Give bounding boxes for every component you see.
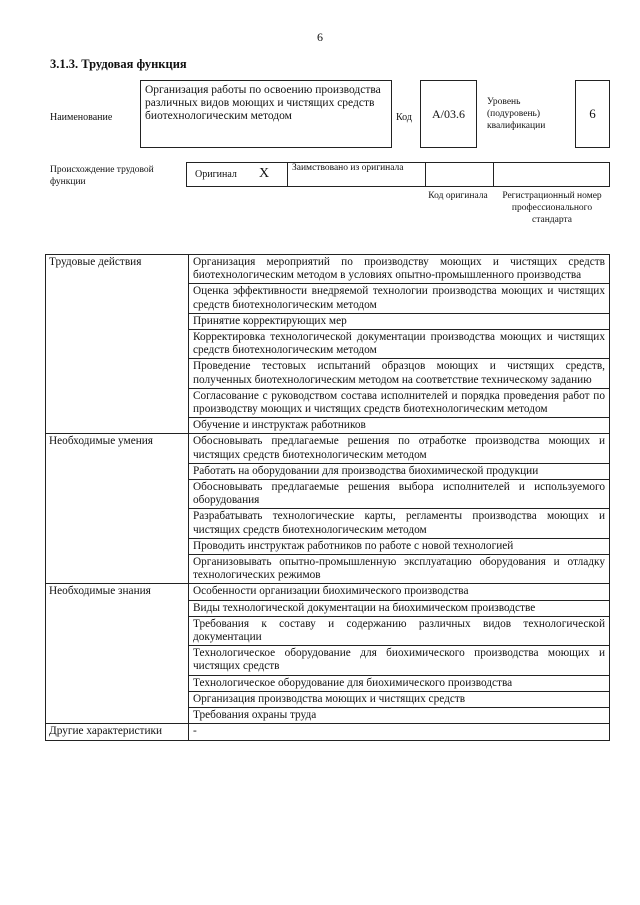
- section-title: 3.1.3. Трудовая функция: [50, 57, 187, 71]
- table-row: [46, 434, 610, 463]
- original-mark: X: [259, 166, 270, 181]
- borrowed-cell: [287, 163, 426, 186]
- table-row: [46, 724, 610, 740]
- origin-label: Происхождение трудовой функции: [50, 165, 154, 187]
- category-label: Необходимые знания: [46, 584, 189, 724]
- page-number: 6: [317, 30, 323, 44]
- code-value: А/03.6: [432, 106, 465, 121]
- name-label: Наименование: [50, 112, 113, 123]
- table-cell-item: Разрабатывать технологические карты, регламенты производства моющих и чистящих средств биотехнологическим методом: [189, 509, 610, 538]
- table-cell-item: Оценка эффективности внедряемой технологии производства моющих и чистящих средств биотехнологическим методом: [189, 284, 610, 313]
- table-cell-item: Организация производства моющих и чистящих средств: [189, 691, 610, 707]
- table-row: [46, 255, 610, 284]
- original-cell: [187, 163, 288, 186]
- level-label: Уровень (подуровень) квалификации: [487, 97, 546, 131]
- category-label: Другие характеристики: [46, 724, 189, 740]
- table-cell-item: Особенности организации биохимического производства: [189, 584, 610, 600]
- code-box: [420, 80, 477, 148]
- table-cell-item: Виды технологической документации на биохимическом производстве: [189, 600, 610, 616]
- table-cell-item: Требования охраны труда: [189, 708, 610, 724]
- original-code-cell: [425, 163, 494, 186]
- function-name-value: Организация работы по освоению производства различных видов моющих и чистящих средств биотехнологическим методом: [145, 84, 381, 122]
- table-cell-item: Обосновывать предлагаемые решения выбора исполнителей и используемого оборудования: [189, 480, 610, 509]
- table-cell-item: Работать на оборудовании для производства биохимической продукции: [189, 463, 610, 479]
- code-label: Код: [396, 112, 412, 123]
- function-table: [45, 254, 610, 741]
- function-name-box: [140, 80, 392, 148]
- borrowed-label: Заимствовано из оригинала: [292, 163, 404, 173]
- category-label: Необходимые умения: [46, 434, 189, 584]
- reg-number-caption: Регистрационный номер профессионального стандарта: [502, 191, 602, 225]
- table-row: [46, 584, 610, 600]
- table-cell-item: Корректировка технологической документации производства моющих и чистящих средств биотехнологическим методом: [189, 330, 610, 359]
- table-cell-item: Согласование с руководством состава исполнителей и порядка проведения работ по производству моющих и чистящих средств биотехнологическим методом: [189, 388, 610, 417]
- table-cell-item: Проводить инструктаж работников по работе с новой технологией: [189, 538, 610, 554]
- table-cell-item: Организация мероприятий по производству моющих и чистящих средств биотехнологическим методом в условиях опытно-промышленного производства: [189, 255, 610, 284]
- table-cell-item: Обучение и инструктаж работников: [189, 418, 610, 434]
- level-box: [575, 80, 610, 148]
- original-code-caption: Код оригинала: [428, 191, 488, 201]
- table-cell-item: Принятие корректирующих мер: [189, 313, 610, 329]
- table-cell-item: Организовывать опытно-промышленную эксплуатацию оборудования и отладку технологических режимов: [189, 555, 610, 584]
- table-cell-item: Технологическое оборудование для биохимического производства: [189, 675, 610, 691]
- reg-number-cell: [493, 163, 609, 186]
- original-label: Оригинал: [195, 169, 237, 180]
- table-cell-item: Требования к составу и содержанию различных видов технологической документации: [189, 616, 610, 645]
- category-label: Трудовые действия: [46, 255, 189, 434]
- table-cell-item: Проведение тестовых испытаний образцов моющих и чистящих средств, полученных биотехнологическим методом на соответствие техническому заданию: [189, 359, 610, 388]
- level-value: 6: [589, 106, 596, 121]
- table-cell-item: -: [189, 724, 610, 740]
- origin-box: [186, 162, 610, 187]
- table-cell-item: Технологическое оборудование для биохимического производства моющих и чистящих средств: [189, 646, 610, 675]
- table-cell-item: Обосновывать предлагаемые решения по отработке производства моющих и чистящих средств биотехнологическим методом: [189, 434, 610, 463]
